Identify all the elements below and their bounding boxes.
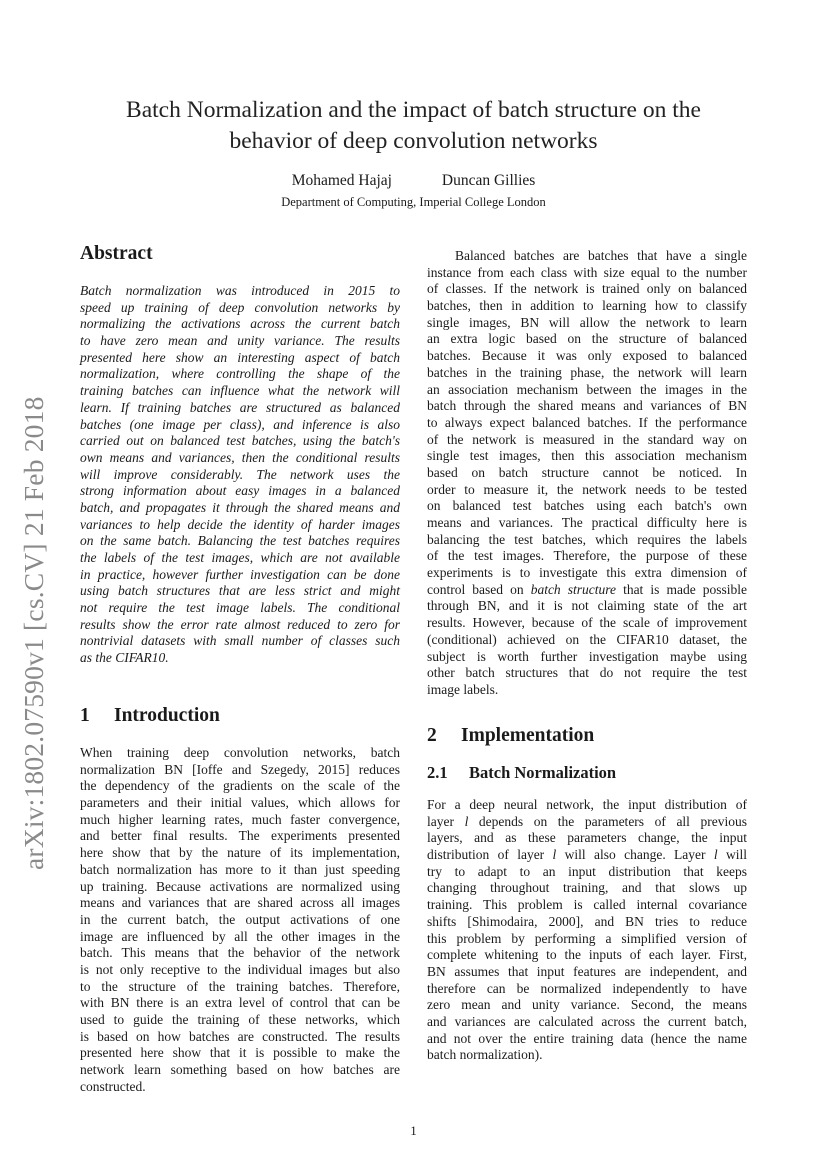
text-line: batch normalization has more to it than just speeding [80,861,400,877]
text-line: means and variances that are shared across all images [80,895,400,911]
text-line: means and variances. The practical difficulty here is [427,515,747,530]
text-line: constructed. [80,1078,146,1094]
text-line: presented here show an interesting aspect of batch [80,349,400,365]
text-line: the labels of the test images, which are not available [80,550,400,565]
introduction-section [80,705,400,1095]
text-line: layer l depends on the parameters of all previous [427,813,747,829]
affiliation: Department of Computing, Imperial College London [281,195,546,209]
text-line: on the same batch. Balancing the test batches requires [80,533,400,549]
text-line: to always expect balanced batches. If the performance [427,414,747,430]
text-line: other batch structures that do not require the test [427,665,747,681]
abstract-body [80,283,400,667]
text-line: is based on how batches are constructed. The results [80,1028,400,1044]
abstract-section [80,243,400,667]
text-line: Batch normalization was introduced in 2015 to [80,283,400,298]
text-line: speed up training of deep convolution networks by [80,299,400,315]
text-line: is not only receptive to the individual images but also [80,961,400,977]
text-line: own means and variances, then the conditional results [80,449,400,465]
text-line: results show the error rate almost reduced to zero for [80,616,400,632]
introduction-continued [427,248,747,699]
text-line: normalization, where controlling the shape of the [80,366,400,382]
text-line: complete whitening to the inputs of each layer. First, [427,947,747,963]
arxiv-identifier-stamp: arXiv:1802.07590v1 [cs.CV] 21 Feb 2018 [18,396,49,870]
text-line: When training deep convolution networks, batch [80,745,400,760]
text-line: layers, and as these parameters change, the input [427,830,747,846]
text-line: of the test images. Therefore, the purpose of these [427,548,747,564]
text-line: based on batch structure cannot be noticed. In [427,464,747,480]
text-line: in the current batch, the output activations of one [80,911,400,927]
text-line: the dependency of the gradients on the scale of the [80,778,400,794]
author-name: Duncan Gillies [441,172,536,189]
text-line: balancing the test batches, which requires the labels [427,531,747,547]
implementation-section [427,725,747,1064]
section-heading-introduction: 1 Introduction [80,705,220,726]
text-line: therefore can be normalized independently to have [427,980,747,996]
text-line: and better final results. The experiments presented [80,828,400,844]
text-line: to the structure of the training batches. Therefore, [80,978,400,994]
introduction-body [80,745,400,1095]
text-line: distribution of layer l will also change. Layer l will [427,847,747,863]
text-line: using batch structures that are less strict and might [80,583,400,599]
text-line: batches. Because it was only exposed to balanced [427,348,747,364]
text-line: zero mean and unity variance. Second, the means [427,997,747,1013]
text-line: batch through the shared means and variances of BN [427,398,747,414]
text-line: an extra logic based on the structure of balanced [427,331,747,347]
text-line: this problem by performing a simplified version of [427,930,747,946]
text-line: training. This problem is called internal covariance [427,897,747,913]
text-line: used to guide the training of these networks, which [80,1012,400,1027]
text-line: Balanced batches are batches that have a single [455,248,747,263]
text-line: normalization BN [Ioffe and Szegedy, 2015] reduces [80,761,400,777]
title-line: Batch Normalization and the impact of batch structure on the [126,97,701,123]
author-name: Mohamed Hajaj [291,172,392,189]
text-line: BN assumes that input features are independent, and [427,963,747,979]
text-line: batches, then in addition to learning how to classify [427,298,747,314]
text-line: For a deep neural network, the input distribution of [427,797,747,812]
text-line: nontrivial datasets with small number of classes such [80,633,400,649]
title-line: behavior of deep convolution networks [229,128,598,154]
text-line: presented here show that it is possible to make the [80,1045,400,1061]
text-line: training batches can influence what the network will [80,383,400,399]
text-line: on balanced test batches using each batch's own [427,498,747,514]
text-line: control based on batch structure that is made possible [427,581,747,597]
text-line: variances to help decide the identity of harder images [80,516,400,532]
batch-normalization-body [427,797,747,1064]
text-line: batches in the training phase, the network will learn [427,364,747,380]
text-line: up training. Because activations are normalized using [80,878,400,894]
text-line: much higher learning rates, much faster convergence, [80,811,400,827]
text-line: as the CIFAR10. [80,650,169,666]
text-line: and variances are calculated across the current batch, [427,1013,747,1029]
text-line: not require the test image labels. The conditional [80,600,400,616]
text-line: here show that by the nature of its implementation, [80,845,400,861]
text-line: batch normalization). [427,1047,543,1063]
text-line: strong information about easy images in a balanced [80,483,400,499]
balanced-batches-paragraph [427,248,747,699]
text-line: through BN, and it is not claiming state of the art [427,598,747,614]
text-line: parameters and their initial values, which allows for [80,795,400,811]
text-line: learn. If training batches are structured as balanced [80,399,400,415]
text-line: an association mechanism between the images in the [427,381,747,397]
page-number: 1 [410,1123,417,1138]
text-line: order to measure it, the network needs to be tested [427,481,747,497]
text-line: to have zero mean and unity variance. The results [80,333,400,349]
text-line: image labels. [427,681,499,697]
text-line: experiments is to investigate this extra dimension of [427,565,747,581]
text-line: and not over the entire training data (hence the name [427,1030,747,1046]
text-line: single images, BN will allow the network to learn [427,314,747,330]
text-line: image are influenced by all the other images in the [80,928,400,944]
text-line: in practice, however further investigation can be done [80,566,400,582]
text-line: changing throughout training, and that slows up [427,880,747,896]
section-heading-implementation: 2 Implementation [427,725,595,746]
text-line: batch, and propagates it through the shared means and [80,499,400,515]
author-list [0,172,827,190]
text-line: try to adapt to an input distribution that keeps [427,863,747,879]
text-line: batch. This means that the behavior of the network [80,945,400,961]
text-line: will improve considerably. The network uses the [80,466,400,482]
text-line: with BN there is an extra level of control that can be [80,995,400,1011]
text-line: network learn something based on how batches are [80,1062,400,1078]
text-line: batches (one image per class), and inference is also [80,416,400,432]
text-line: single test images, then this association mechanism [427,448,747,464]
paper-title [0,95,827,157]
text-line: normalizing the activations across the current batch [80,316,400,332]
abstract-heading: Abstract [80,243,153,264]
text-line: carried out on balanced test batches, using the batch's [80,433,400,449]
text-line: of classes. If the network is trained only on balanced [427,281,747,297]
text-line: (conditional) achieved on the CIFAR10 dataset, the [427,631,747,647]
text-line: subject is worth further investigation maybe using [427,648,747,664]
text-line: of the network is measured in the standard way on [427,431,747,447]
text-line: instance from each class with size equal to the number [427,264,747,280]
text-line: shifts [Shimodaira, 2000], and BN tries to reduce [427,913,747,929]
subsection-heading-batch-normalization: 2.1 Batch Normalization [427,763,617,782]
text-line: results. However, because of the scale of improvement [427,615,747,631]
